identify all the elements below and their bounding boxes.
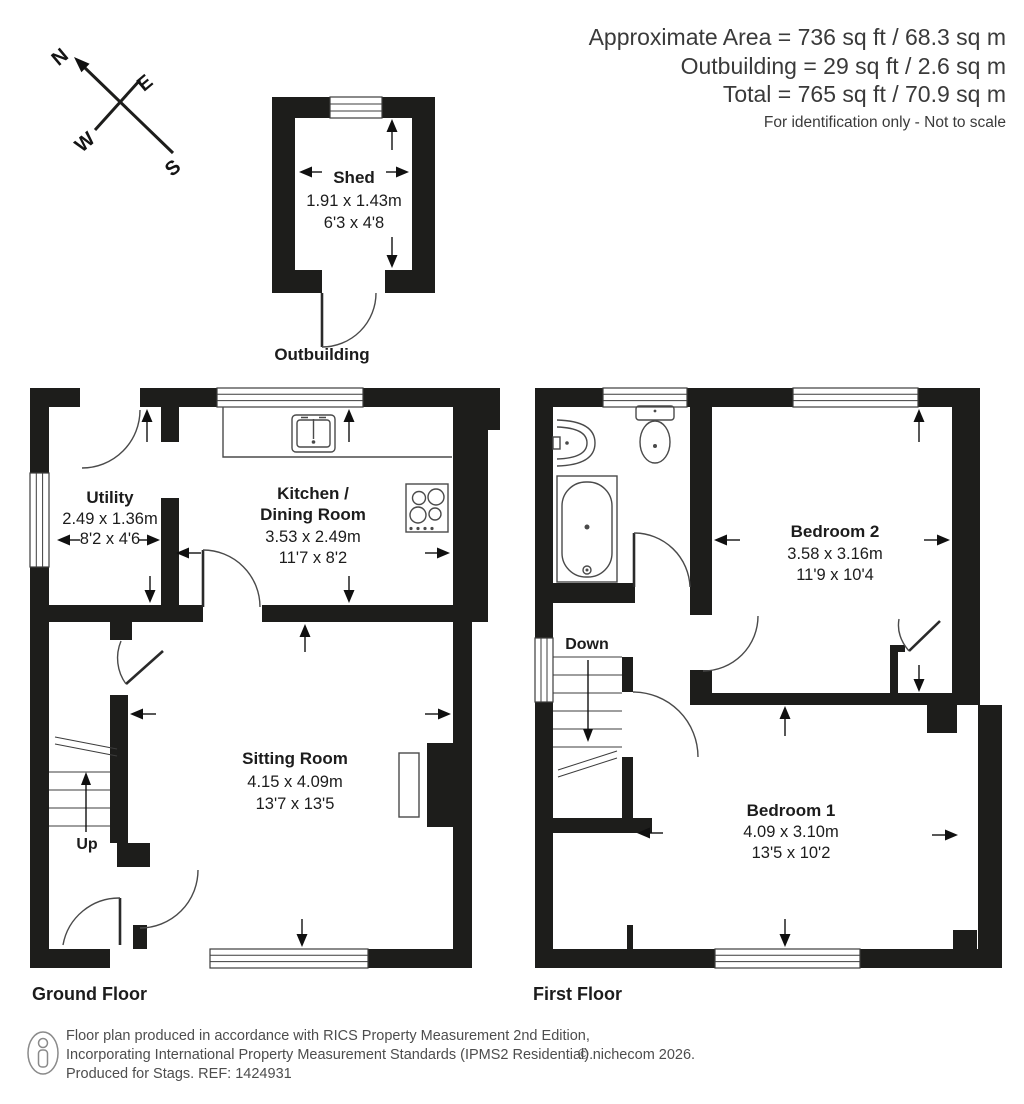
kitchen-sitting-door — [203, 550, 260, 607]
hall-sitting-door-top — [118, 641, 163, 684]
kitchen-name-line2: Dining Room — [260, 505, 366, 524]
compass-rose — [48, 44, 186, 181]
first-floor-label: First Floor — [533, 984, 622, 1004]
total-area-text: Total = 765 sq ft / 70.9 sq m — [722, 81, 1006, 107]
compass-w: W — [70, 127, 100, 157]
ground-kitchen-window — [217, 388, 363, 407]
toilet-icon — [636, 406, 674, 463]
stairs-down — [553, 636, 622, 777]
compass-s: S — [160, 155, 186, 182]
ground-utility-window — [30, 473, 49, 567]
utility-name: Utility — [86, 488, 134, 507]
bathroom-door — [634, 533, 690, 587]
sitting-hearth — [399, 753, 419, 817]
bedroom2-closet-door — [898, 619, 940, 651]
bathroom-window — [603, 388, 687, 407]
compass-we-line — [95, 80, 140, 130]
kitchen-name-line1: Kitchen / — [277, 484, 349, 503]
landing-window — [535, 638, 553, 702]
footer-copyright: © nichecom 2026. — [578, 1047, 696, 1063]
hall-sitting-door-bottom — [140, 870, 198, 928]
bedroom2-window — [793, 388, 918, 407]
ground-floor-plan — [30, 388, 500, 1004]
kitchen-dim-imperial: 11'7 x 8'2 — [278, 549, 348, 567]
stairs-up — [49, 737, 117, 853]
shed-name: Shed — [333, 168, 375, 187]
utility-dim-metric: 2.49 x 1.36m — [62, 510, 158, 528]
bedroom2-dim-imperial: 11'9 x 10'4 — [796, 566, 874, 584]
footer — [28, 1028, 695, 1082]
first-floor-plan — [533, 388, 1002, 1004]
first-floor-arrows — [637, 409, 958, 947]
bedroom1-window — [715, 949, 860, 968]
utility-entrance-door — [82, 410, 140, 468]
stairs-up-label: Up — [76, 836, 98, 853]
bedroom2-dim-metric: 3.58 x 3.16m — [787, 545, 883, 563]
outbuilding-plan — [272, 97, 435, 364]
compass-ns-line — [83, 66, 173, 153]
bedroom2-door — [703, 616, 758, 671]
shed-window — [330, 97, 382, 118]
kitchen-dim-metric: 3.53 x 2.49m — [265, 528, 361, 546]
outbuilding-label: Outbuilding — [274, 345, 370, 364]
hob-icon — [406, 484, 448, 532]
shed-dim-metric: 1.91 x 1.43m — [306, 192, 402, 210]
utility-dim-imperial: 8'2 x 4'6 — [79, 530, 141, 548]
bedroom1-dim-imperial: 13'5 x 10'2 — [751, 844, 831, 862]
bedroom1-door — [633, 692, 698, 757]
first-floor-walls — [535, 388, 1002, 968]
sitting-room-dim-metric: 4.15 x 4.09m — [247, 773, 343, 791]
bedroom1-name: Bedroom 1 — [746, 801, 836, 820]
area-summary — [589, 24, 1006, 131]
footer-line2: Incorporating International Property Measurement Standards (IPMS2 Residential). — [66, 1047, 594, 1063]
sitting-room-dim-imperial: 13'7 x 13'5 — [255, 795, 335, 813]
stairs-down-label: Down — [565, 636, 609, 653]
sitting-room-name: Sitting Room — [242, 749, 348, 768]
bedroom2-name: Bedroom 2 — [790, 522, 880, 541]
compass-n: N — [47, 44, 73, 71]
shed-dim-imperial: 6'3 x 4'8 — [323, 214, 385, 232]
bedroom1-dim-metric: 4.09 x 3.10m — [743, 823, 839, 841]
kitchen-sink-icon — [292, 415, 335, 452]
disclaimer-text: For identification only - Not to scale — [763, 114, 1006, 131]
footer-line3: Produced for Stags. REF: 1424931 — [66, 1066, 292, 1082]
ground-sitting-window — [210, 949, 368, 968]
approximate-area-text: Approximate Area = 736 sq ft / 68.3 sq m — [588, 24, 1006, 50]
ground-floor-walls — [30, 388, 500, 968]
compass-e: E — [132, 70, 158, 97]
shed-door — [322, 293, 376, 347]
person-icon — [28, 1032, 58, 1074]
basin-icon — [553, 420, 595, 466]
footer-line1: Floor plan produced in accordance with RICS Property Measurement 2nd Edition, — [66, 1028, 590, 1044]
kitchen-counter — [223, 407, 452, 457]
front-door — [63, 898, 120, 945]
outbuilding-area-text: Outbuilding = 29 sq ft / 2.6 sq m — [680, 53, 1006, 79]
ground-floor-label: Ground Floor — [32, 984, 147, 1004]
bathtub-icon — [557, 476, 617, 582]
